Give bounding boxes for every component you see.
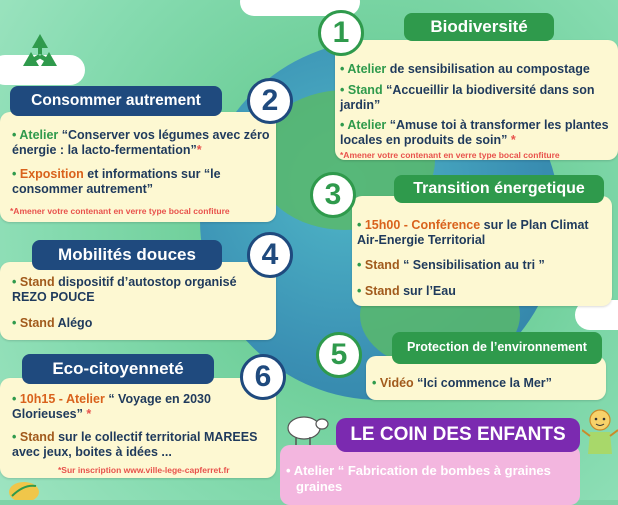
section-6-title: Eco-citoyenneté xyxy=(22,354,214,384)
section-3-item-3: • Stand sur l’Eau xyxy=(357,284,456,298)
section-3-item-2: • Stand “ Sensibilisation au tri ” xyxy=(357,258,545,272)
kid-drawing-icon xyxy=(582,406,618,466)
section-4-number: 4 xyxy=(247,232,293,278)
section-4-item-2: • Stand Alégo xyxy=(12,316,93,330)
section-1-item-1: • Atelier de sensibilisation au compostage xyxy=(340,62,590,76)
section-6-number: 6 xyxy=(240,354,286,400)
section-1-number: 1 xyxy=(318,10,364,56)
section-1-item-2: • Stand “Accueillir la biodiversité dans son jardin” xyxy=(340,83,595,113)
section-6-item-2: • Stand sur le collectif territorial MAREES avec jeux, boites à idées ... xyxy=(12,430,258,460)
section-3-number: 3 xyxy=(310,172,356,218)
section-3-title: Transition énergetique xyxy=(394,175,604,203)
section-5-title: Protection de l’environnement xyxy=(392,332,602,364)
section-1-note: *Amener votre contenant en verre type bocal confiture xyxy=(340,150,560,160)
section-4-title: Mobilités douces xyxy=(32,240,222,270)
section-6-note: *Sur inscription www.ville-lege-capferret.fr xyxy=(58,465,230,475)
leaf-icon xyxy=(4,478,44,500)
kids-item-1: • Atelier “ Fabrication de bombes à graines graines xyxy=(286,463,551,494)
section-3-item-1: • 15h00 - Conférence sur le Plan Climat Air-Energie Territorial xyxy=(357,218,589,248)
section-1-title: Biodiversité xyxy=(404,13,554,41)
section-4-item-1: • Stand dispositif d’autostop organisé REZO POUCE xyxy=(12,275,237,305)
section-2-number: 2 xyxy=(247,78,293,124)
section-2-item-1: • Atelier “Conserver vos légumes avec zéro énergie : la lacto-fermentation”* xyxy=(12,128,270,158)
section-2-note: *Amener votre contenant en verre type bocal confiture xyxy=(10,206,230,216)
recycle-icon xyxy=(15,28,65,78)
sheep-icon xyxy=(282,408,334,448)
section-5-item-1: • Vidéo “Ici commence la Mer” xyxy=(372,376,552,390)
section-6-item-1: • 10h15 - Atelier “ Voyage en 2030 Glorieuses” * xyxy=(12,392,211,422)
section-1-item-3: • Atelier “Amuse toi à transformer les plantes locales en produits de soin” * xyxy=(340,118,609,148)
section-2-title: Consommer autrement xyxy=(10,86,222,116)
kids-title: LE COIN DES ENFANTS xyxy=(336,418,580,452)
section-5-number: 5 xyxy=(316,332,362,378)
section-2-item-2: • Exposition et informations sur “le consommer autrement” xyxy=(12,167,221,197)
